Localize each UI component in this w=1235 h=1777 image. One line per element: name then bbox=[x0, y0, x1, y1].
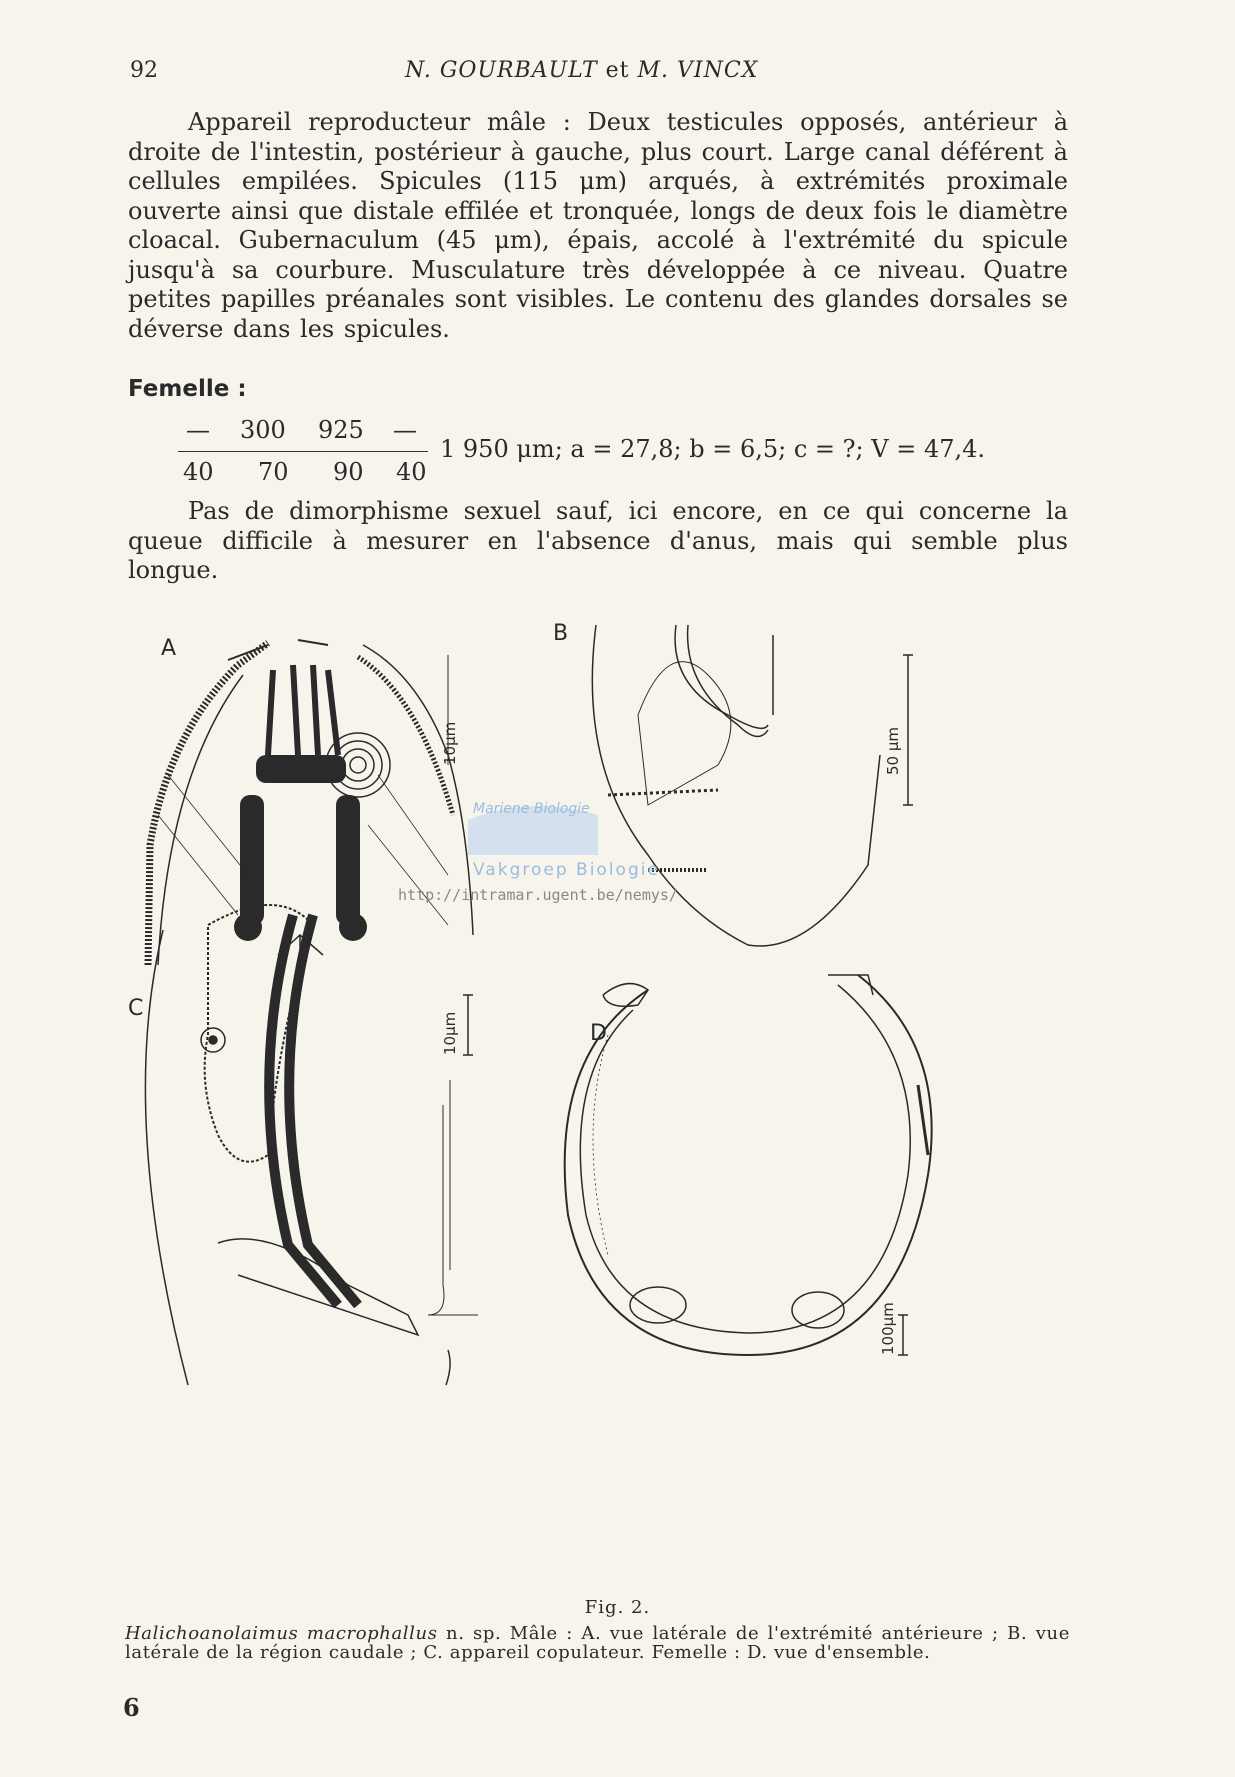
formula-top-2: 300 bbox=[240, 416, 286, 444]
scale-bar-a: 10μm bbox=[441, 721, 459, 765]
panel-c-drawing bbox=[145, 905, 478, 1385]
formula-top-1: — bbox=[186, 416, 210, 444]
panel-label-d: D bbox=[590, 1021, 607, 1046]
running-header-authors bbox=[405, 58, 758, 83]
figure-caption bbox=[125, 1624, 1070, 1662]
scale-bar-b: 50 μm bbox=[884, 726, 902, 775]
formula-fraction-rule bbox=[178, 451, 428, 452]
author-conjunction: et bbox=[605, 58, 630, 83]
author-2: M. VINCX bbox=[637, 58, 759, 83]
figure-2 bbox=[128, 615, 1088, 1575]
page-number-header: 92 bbox=[130, 58, 158, 83]
author-1: N. GOURBAULT bbox=[405, 58, 598, 83]
figure-label: Fig. 2. bbox=[584, 1597, 651, 1618]
watermark-top: Mariene Biologie bbox=[473, 801, 590, 817]
caption-species: Halichoanolaimus macrophallus bbox=[125, 1623, 438, 1644]
panel-label-b: B bbox=[553, 621, 569, 646]
scale-bar-d: 100μm bbox=[879, 1302, 897, 1355]
caption-text: n. sp. Mâle : A. vue latérale de l'extrémité antérieure ; B. vue latérale de la région caudale ; C. appareil copulateur. Femelle : D. vue d'ensemble. bbox=[125, 1623, 1070, 1663]
formula-bottom-4: 40 bbox=[396, 458, 427, 486]
male-reproductive-paragraph: Appareil reproducteur mâle : Deux testicules opposés, antérieur à droite de l'intestin, postérieur à gauche, plus court. Large canal déférent à cellules empilées. Spicules (115 μm) arqués, à extrémités proximale ouverte ainsi que distale effilée et tronquée, longs de deux fois le diamètre cloacal. Gubernaculum (45 μm), épais, accolé à l'extrémité du spicule jusqu'à sa courbure. Musculature très développée à ce niveau. Quatre petites papilles préanales sont visibles. Le contenu des glandes dorsales se déverse dans les spicules. bbox=[128, 108, 1068, 343]
formula-bottom-1: 40 bbox=[183, 458, 214, 486]
formula-top-3: 925 bbox=[318, 416, 364, 444]
figure-drawing bbox=[128, 615, 1088, 1575]
panel-d-drawing bbox=[565, 975, 932, 1355]
measurement-formula bbox=[178, 416, 1068, 488]
female-heading: Femelle : bbox=[128, 376, 247, 402]
panel-label-a: A bbox=[161, 636, 177, 661]
formula-top-4: — bbox=[393, 416, 417, 444]
watermark-middle: Vakgroep Biologie bbox=[473, 860, 660, 880]
dimorphism-paragraph: Pas de dimorphisme sexuel sauf, ici encore, en ce qui concerne la queue difficile à mesurer en l'absence d'anus, mais qui semble plus longue. bbox=[128, 497, 1068, 584]
signature-mark: 6 bbox=[123, 1693, 140, 1722]
scale-bar-c: 10μm bbox=[441, 1011, 459, 1055]
formula-values: 1 950 μm; a = 27,8; b = 6,5; c = ?; V = 47,4. bbox=[440, 435, 986, 463]
watermark-url: http://intramar.ugent.be/nemys/ bbox=[398, 886, 678, 904]
formula-bottom-2: 70 bbox=[258, 458, 289, 486]
formula-bottom-3: 90 bbox=[333, 458, 364, 486]
panel-label-c: C bbox=[128, 996, 144, 1021]
